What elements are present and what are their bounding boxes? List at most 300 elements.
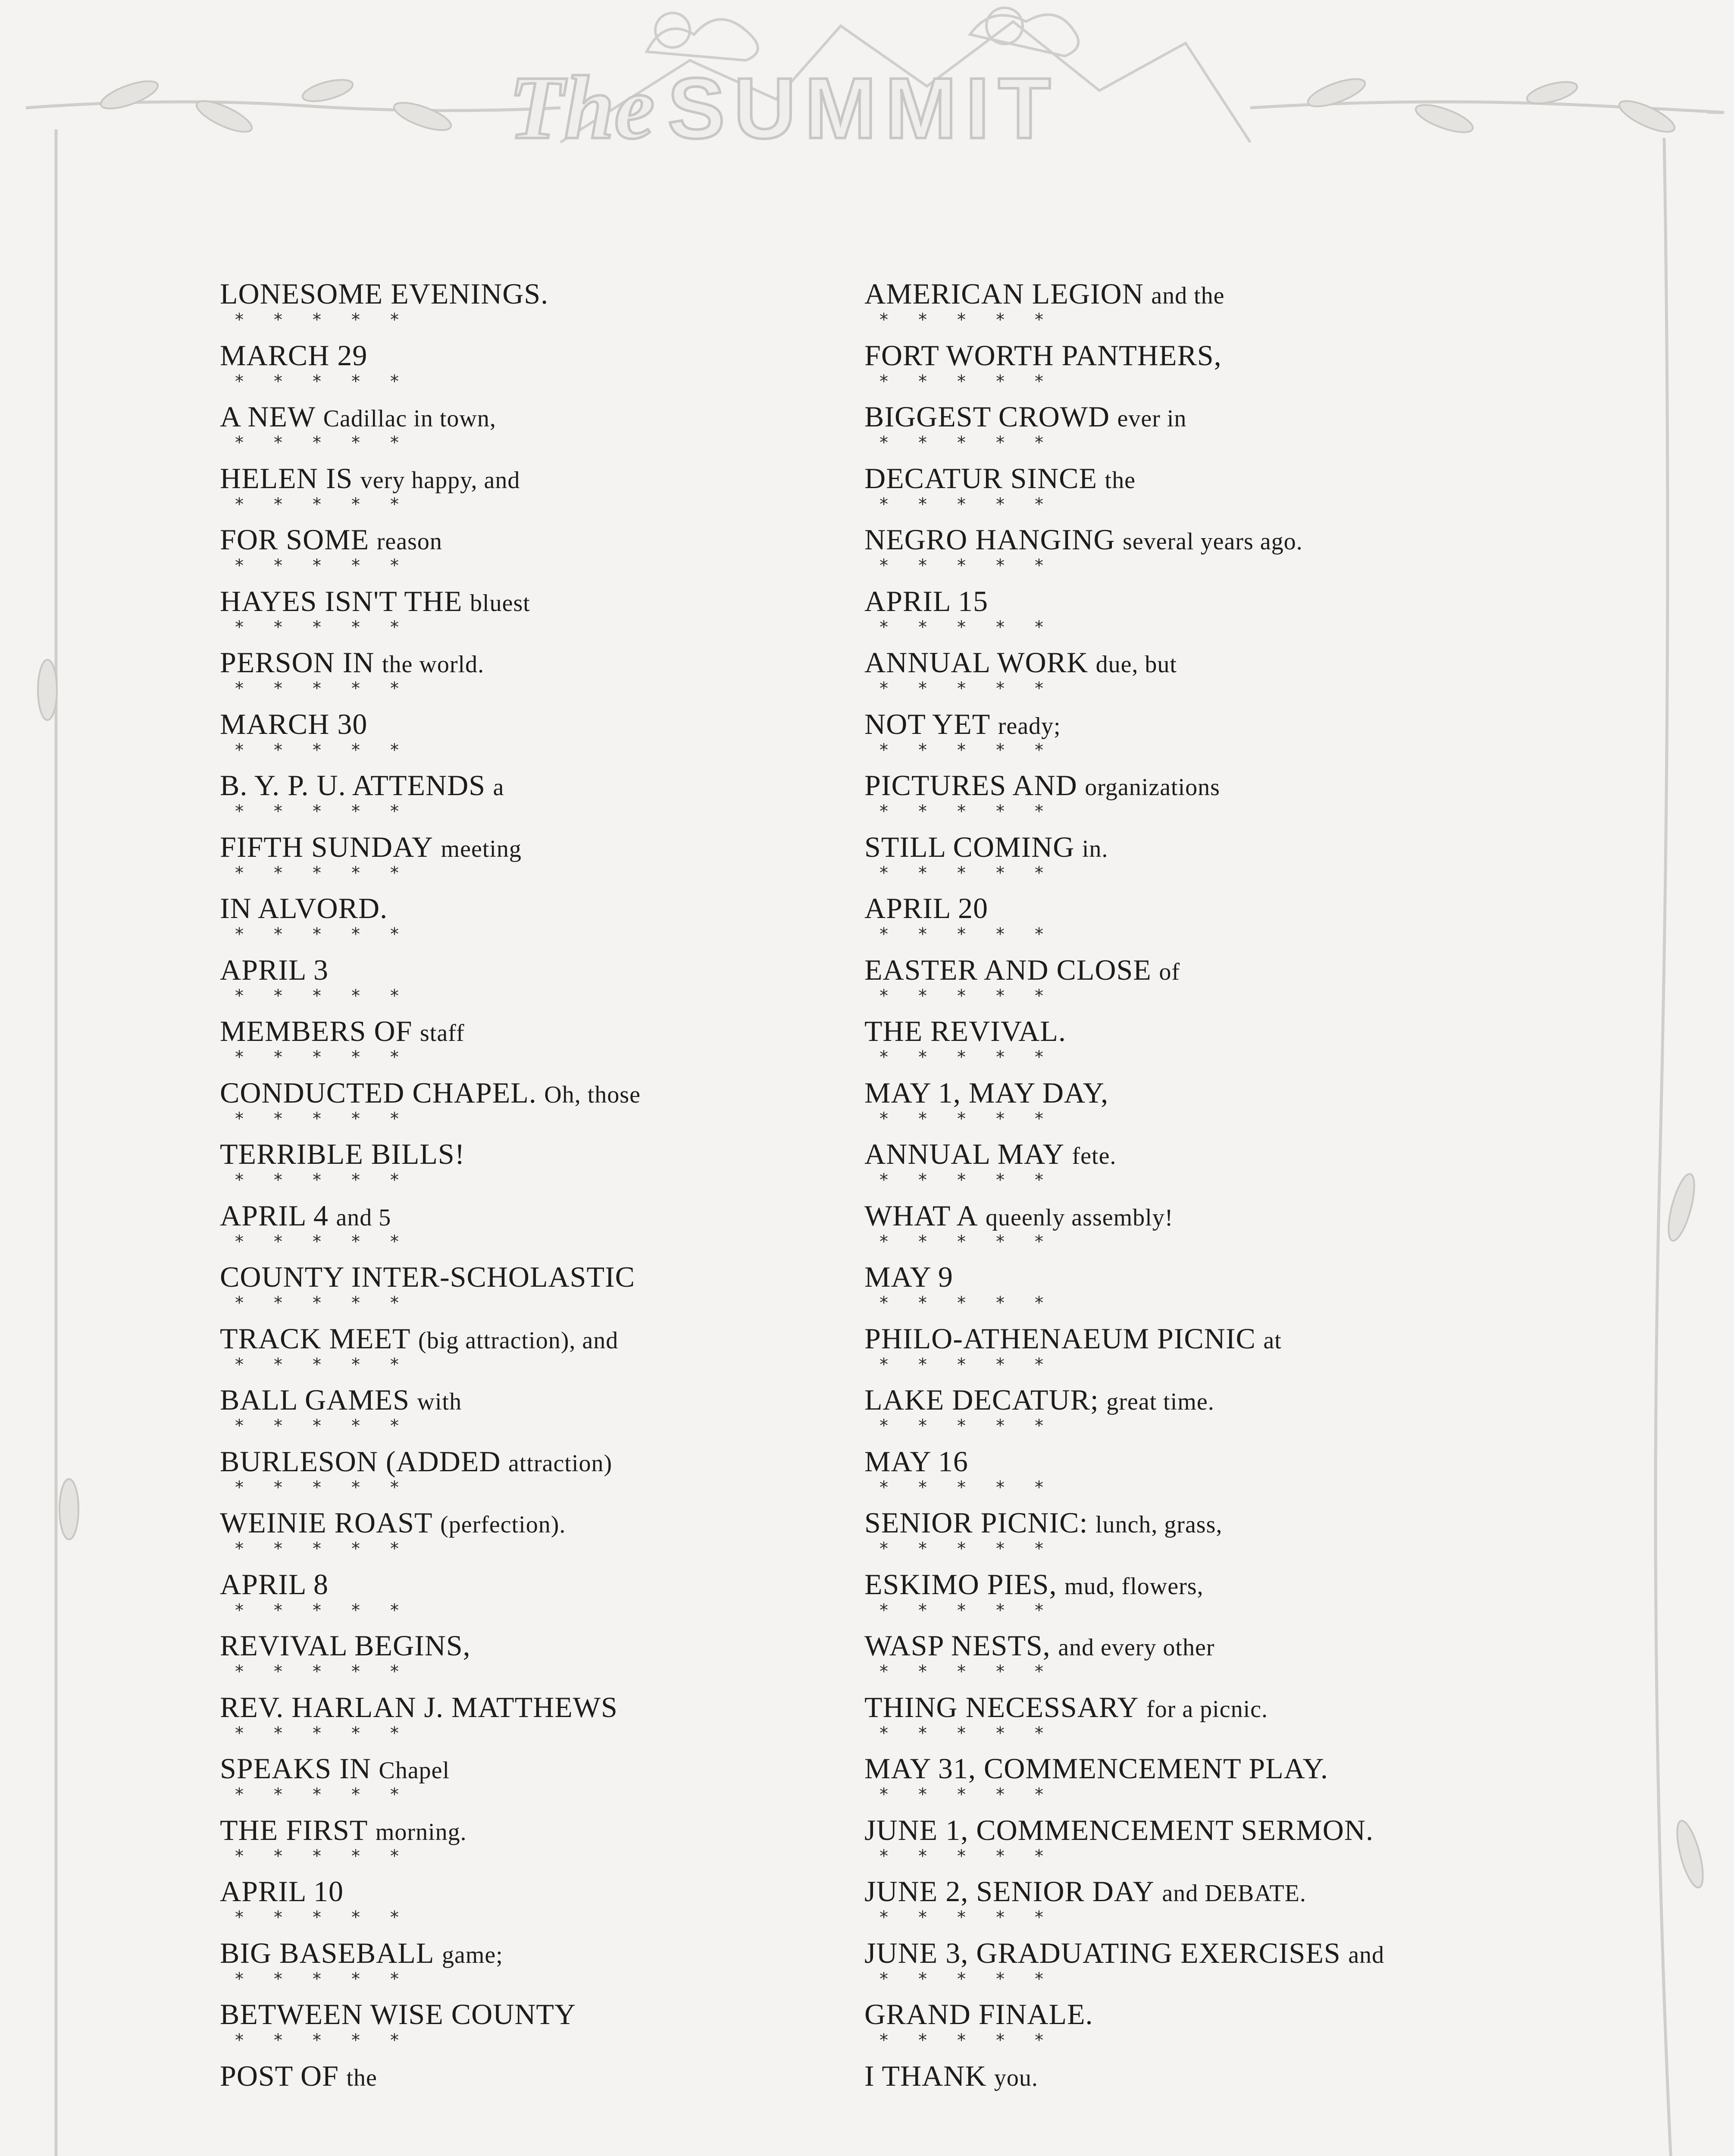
asterisk: *: [351, 802, 360, 821]
asterisk: *: [957, 1600, 966, 1620]
asterisk: *: [957, 433, 966, 453]
entry-caps-text: IN ALVORD.: [220, 892, 388, 924]
header-title: [509, 56, 1328, 185]
asterisk: *: [1035, 2031, 1043, 2050]
entry-caps-text: MAY 9: [864, 1260, 953, 1293]
calendar-entry: [864, 522, 1384, 583]
entry-caps-text: MARCH 29: [220, 338, 368, 372]
calendar-entry: [864, 1874, 1384, 1935]
calendar-entry: [864, 890, 1384, 952]
asterisk: *: [957, 1109, 966, 1129]
asterisk: *: [880, 740, 888, 760]
entry-caps-text: SPEAKS IN: [220, 1752, 371, 1785]
entry-lowercase-text: in.: [1082, 835, 1108, 862]
asterisk: *: [274, 2031, 282, 2050]
entry-lowercase-text: at: [1263, 1327, 1282, 1354]
entry-caps-text: REVIVAL BEGINS,: [220, 1629, 471, 1662]
calendar-entry: [864, 952, 1384, 1014]
calendar-entry: [220, 522, 641, 583]
asterisk: *: [351, 2031, 360, 2050]
asterisk: *: [918, 924, 927, 944]
asterisk: *: [880, 802, 888, 821]
asterisk: *: [918, 740, 927, 760]
header-title-prefix: The: [509, 58, 655, 158]
asterisk: *: [918, 986, 927, 1006]
entry-text: [864, 1259, 1384, 1295]
header-title-main: SUMMIT: [667, 60, 1060, 157]
asterisk: *: [918, 1785, 927, 1805]
asterisk: *: [996, 1170, 1005, 1190]
calendar-entry: [220, 461, 641, 522]
entry-caps-text: THE REVIVAL.: [864, 1015, 1066, 1047]
entry-lowercase-text: ready;: [998, 712, 1061, 740]
entry-caps-text: REV. HARLAN J. MATTHEWS: [220, 1690, 618, 1724]
entry-text: [864, 522, 1384, 559]
entry-caps-text: PHILO-ATHENAEUM PICNIC: [864, 1322, 1256, 1355]
entry-caps-text: BIG BASEBALL: [220, 1936, 435, 1969]
entry-lowercase-text: queenly assembly!: [986, 1204, 1174, 1231]
calendar-entry: [864, 2058, 1384, 2120]
asterisk: *: [918, 1416, 927, 1436]
calendar-entry: [864, 768, 1384, 829]
entry-caps-text: MARCH 30: [220, 707, 368, 740]
calendar-entry: [220, 1689, 641, 1751]
asterisk: *: [996, 863, 1005, 883]
calendar-entry: [220, 952, 641, 1014]
asterisk: *: [880, 617, 888, 637]
asterisk: *: [880, 1723, 888, 1743]
asterisk-separator: [220, 1109, 427, 1128]
asterisk: *: [351, 1109, 360, 1129]
asterisk-separator: [864, 741, 1071, 760]
entry-text: [864, 1075, 1384, 1111]
asterisk: *: [274, 1969, 282, 1989]
asterisk-separator: [220, 372, 427, 391]
entry-lowercase-text: and: [1348, 1941, 1385, 1968]
asterisk: *: [235, 1785, 244, 1805]
asterisk: *: [351, 1662, 360, 1682]
asterisk: *: [880, 986, 888, 1006]
calendar-entry: [220, 1935, 641, 1997]
calendar-entry: [864, 1259, 1384, 1321]
asterisk: *: [351, 1354, 360, 1375]
asterisk: *: [996, 556, 1005, 576]
asterisk: *: [880, 1354, 888, 1375]
asterisk: *: [957, 1354, 966, 1375]
calendar-entry: [864, 1321, 1384, 1382]
calendar-entry: [864, 1751, 1384, 1812]
entry-text: [864, 1689, 1384, 1727]
asterisk-separator: [864, 1171, 1071, 1190]
entry-text: [220, 1935, 641, 1973]
asterisk: *: [1035, 433, 1043, 453]
entry-caps-text: JUNE 3, GRADUATING EXERCISES: [864, 1936, 1341, 1969]
asterisk: *: [880, 1969, 888, 1989]
asterisk: *: [390, 679, 399, 699]
asterisk: *: [390, 1416, 399, 1436]
calendar-entry: [220, 1996, 641, 2058]
asterisk-separator: [864, 1109, 1071, 1128]
asterisk: *: [313, 494, 321, 514]
entry-caps-text: APRIL 15: [864, 584, 988, 617]
asterisk: *: [880, 863, 888, 883]
asterisk: *: [996, 1785, 1005, 1805]
asterisk: *: [957, 1047, 966, 1067]
asterisk: *: [390, 1969, 399, 1989]
asterisk: *: [390, 1662, 399, 1682]
asterisk: *: [1035, 310, 1043, 330]
asterisk: *: [235, 1969, 244, 1989]
asterisk: *: [880, 371, 888, 392]
asterisk: *: [313, 1785, 321, 1805]
asterisk-separator: [864, 372, 1071, 391]
entry-caps-text: PICTURES AND: [864, 769, 1077, 802]
calendar-entry: [220, 1136, 641, 1198]
asterisk: *: [957, 1539, 966, 1559]
asterisk: *: [235, 1416, 244, 1436]
calendar-entry: [864, 1812, 1384, 1874]
asterisk: *: [390, 433, 399, 453]
entry-caps-text: MAY 31, COMMENCEMENT PLAY.: [864, 1752, 1328, 1785]
entry-caps-text: APRIL 3: [220, 953, 329, 986]
asterisk: *: [880, 1047, 888, 1067]
asterisk: *: [957, 617, 966, 637]
asterisk-separator: [864, 1785, 1071, 1804]
calendar-entry: [220, 583, 641, 645]
asterisk: *: [235, 1539, 244, 1559]
entry-caps-text: APRIL 4: [220, 1199, 329, 1232]
entry-lowercase-text: attraction): [508, 1450, 613, 1477]
asterisk: *: [390, 1354, 399, 1375]
asterisk: *: [274, 1539, 282, 1559]
entry-text: [864, 338, 1384, 374]
asterisk: *: [996, 1600, 1005, 1620]
asterisk-separator: [220, 1539, 427, 1558]
asterisk: *: [996, 433, 1005, 453]
asterisk: *: [996, 2031, 1005, 2050]
asterisk: *: [390, 1047, 399, 1067]
asterisk-separator: [220, 1847, 427, 1866]
asterisk: *: [918, 1662, 927, 1682]
asterisk: *: [235, 924, 244, 944]
entry-lowercase-text: of: [1159, 958, 1180, 985]
asterisk: *: [274, 494, 282, 514]
entry-caps-text: B. Y. P. U. ATTENDS: [220, 769, 486, 802]
asterisk-separator: [864, 1724, 1071, 1743]
entry-lowercase-text: the world.: [382, 651, 485, 678]
calendar-entry: [864, 338, 1384, 399]
asterisk: *: [390, 1170, 399, 1190]
entry-text: [864, 583, 1384, 620]
asterisk: *: [390, 1600, 399, 1620]
asterisk: *: [351, 986, 360, 1006]
asterisk-separator: [864, 1048, 1071, 1067]
calendar-entry: [220, 399, 641, 461]
asterisk: *: [880, 1662, 888, 1682]
asterisk: *: [918, 310, 927, 330]
asterisk-separator: [220, 987, 427, 1006]
asterisk: *: [390, 1477, 399, 1498]
asterisk: *: [918, 1539, 927, 1559]
asterisk-separator: [864, 1662, 1071, 1681]
calendar-entry: [864, 399, 1384, 461]
calendar-entry: [220, 276, 641, 338]
entry-caps-text: GRAND FINALE.: [864, 1998, 1093, 2031]
asterisk: *: [957, 1662, 966, 1682]
entry-caps-text: HAYES ISN'T THE: [220, 584, 463, 617]
asterisk: *: [996, 802, 1005, 821]
entry-text: [220, 583, 641, 621]
asterisk: *: [996, 1539, 1005, 1559]
asterisk: *: [313, 1600, 321, 1620]
asterisk: *: [235, 494, 244, 514]
asterisk: *: [351, 1416, 360, 1436]
entry-caps-text: APRIL 20: [864, 892, 988, 924]
asterisk: *: [235, 1232, 244, 1252]
calendar-entry: [220, 1505, 641, 1567]
asterisk: *: [235, 802, 244, 821]
entry-text: [864, 276, 1384, 313]
entry-caps-text: BIGGEST CROWD: [864, 400, 1110, 433]
entry-caps-text: TRACK MEET: [220, 1322, 411, 1355]
asterisk: *: [235, 1170, 244, 1190]
calendar-entry: [220, 1259, 641, 1321]
calendar-entry: [864, 1505, 1384, 1567]
asterisk: *: [274, 1293, 282, 1313]
asterisk: *: [351, 1232, 360, 1252]
calendar-entry: [864, 1075, 1384, 1137]
asterisk: *: [351, 679, 360, 699]
asterisk: *: [390, 371, 399, 392]
asterisk: *: [957, 494, 966, 514]
asterisk: *: [313, 1846, 321, 1866]
entry-caps-text: A NEW: [220, 400, 316, 433]
calendar-entry: [220, 2058, 641, 2120]
entry-caps-text: BURLESON (ADDED: [220, 1445, 501, 1478]
entry-lowercase-text: the: [1105, 467, 1136, 494]
asterisk: *: [313, 433, 321, 453]
entry-lowercase-text: (big attraction), and: [418, 1327, 619, 1354]
asterisk: *: [957, 1969, 966, 1989]
entry-text: [864, 706, 1384, 744]
asterisk-separator: [220, 679, 427, 698]
entry-lowercase-text: mud, flowers,: [1064, 1573, 1204, 1600]
calendar-entry: [220, 1628, 641, 1689]
asterisk-separator: [864, 1478, 1071, 1497]
asterisk: *: [918, 1969, 927, 1989]
asterisk: *: [274, 1354, 282, 1375]
asterisk: *: [918, 1047, 927, 1067]
entry-text: [220, 706, 641, 743]
calendar-entry: [220, 1382, 641, 1444]
calendar-entry: [864, 706, 1384, 768]
asterisk: *: [274, 1170, 282, 1190]
asterisk: *: [957, 924, 966, 944]
asterisk: *: [235, 2031, 244, 2050]
asterisk-separator: [220, 433, 427, 452]
asterisk: *: [957, 1785, 966, 1805]
entry-text: [864, 1321, 1384, 1358]
entry-caps-text: WEINIE ROAST: [220, 1506, 433, 1539]
calendar-entry: [220, 829, 641, 891]
asterisk: *: [957, 679, 966, 699]
entry-text: [220, 1444, 641, 1481]
entry-lowercase-text: morning.: [375, 1818, 467, 1846]
asterisk: *: [880, 1232, 888, 1252]
entry-text: [864, 1013, 1384, 1050]
asterisk: *: [1035, 986, 1043, 1006]
calendar-entry: [220, 645, 641, 706]
asterisk: *: [313, 740, 321, 760]
entry-text: [220, 768, 641, 805]
asterisk: *: [918, 617, 927, 637]
asterisk-separator: [864, 1970, 1071, 1989]
asterisk: *: [1035, 1293, 1043, 1313]
entry-text: [220, 1505, 641, 1542]
entry-lowercase-text: lunch, grass,: [1095, 1511, 1223, 1538]
asterisk: *: [1035, 1477, 1043, 1498]
calendar-entry: [864, 1935, 1384, 1997]
entry-caps-text: FIFTH SUNDAY: [220, 830, 434, 863]
asterisk: *: [351, 1969, 360, 1989]
asterisk: *: [1035, 1170, 1043, 1190]
asterisk: *: [880, 556, 888, 576]
entry-caps-text: JUNE 1, COMMENCEMENT SERMON.: [864, 1813, 1374, 1846]
asterisk: *: [274, 1662, 282, 1682]
asterisk: *: [313, 863, 321, 883]
asterisk: *: [957, 1723, 966, 1743]
asterisk-separator: [220, 1785, 427, 1804]
entry-caps-text: AMERICAN LEGION: [864, 277, 1144, 310]
entry-text: [864, 1505, 1384, 1542]
entry-caps-text: EASTER AND CLOSE: [864, 953, 1152, 986]
asterisk-separator: [220, 1908, 427, 1927]
entry-lowercase-text: you.: [994, 2064, 1038, 2091]
asterisk: *: [235, 617, 244, 637]
asterisk-separator: [864, 556, 1071, 575]
entry-caps-text: JUNE 2, SENIOR DAY: [864, 1875, 1155, 1908]
entry-caps-text: CONDUCTED CHAPEL.: [220, 1076, 537, 1109]
asterisk: *: [996, 1662, 1005, 1682]
asterisk: *: [274, 433, 282, 453]
entry-lowercase-text: organizations: [1085, 774, 1220, 801]
asterisk: *: [313, 310, 321, 330]
asterisk: *: [351, 617, 360, 637]
asterisk: *: [390, 1785, 399, 1805]
asterisk: *: [880, 679, 888, 699]
entry-text: [864, 2058, 1384, 2096]
calendar-entry: [864, 1567, 1384, 1628]
asterisk: *: [351, 433, 360, 453]
asterisk: *: [957, 1170, 966, 1190]
asterisk-separator: [220, 1724, 427, 1743]
asterisk: *: [274, 371, 282, 392]
asterisk: *: [313, 556, 321, 576]
entry-text: [220, 1628, 641, 1664]
entry-text: [220, 1874, 641, 1910]
entry-lowercase-text: ever in: [1117, 405, 1187, 432]
asterisk: *: [274, 310, 282, 330]
asterisk: *: [351, 1047, 360, 1067]
asterisk: *: [351, 1477, 360, 1498]
asterisk: *: [957, 740, 966, 760]
asterisk-separator: [864, 1601, 1071, 1620]
asterisk: *: [274, 740, 282, 760]
asterisk-separator: [220, 741, 427, 760]
entry-text: [864, 1567, 1384, 1604]
asterisk: *: [235, 1908, 244, 1927]
asterisk: *: [918, 1109, 927, 1129]
asterisk: *: [313, 1416, 321, 1436]
entry-text: [220, 1136, 641, 1172]
entry-caps-text: SENIOR PICNIC:: [864, 1506, 1088, 1539]
entry-caps-text: WHAT A: [864, 1199, 978, 1232]
entry-caps-text: MEMBERS OF: [220, 1015, 413, 1047]
asterisk: *: [235, 986, 244, 1006]
entry-text: [864, 768, 1384, 805]
asterisk: *: [235, 1600, 244, 1620]
asterisk-separator: [864, 925, 1071, 944]
asterisk: *: [996, 1293, 1005, 1313]
asterisk: *: [918, 1846, 927, 1866]
calendar-entry: [864, 276, 1384, 338]
entry-caps-text: FOR SOME: [220, 523, 369, 556]
calendar-entry: [864, 1996, 1384, 2058]
asterisk: *: [313, 371, 321, 392]
asterisk: *: [996, 1846, 1005, 1866]
entry-caps-text: LONESOME EVENINGS.: [220, 277, 549, 310]
asterisk: *: [313, 1293, 321, 1313]
asterisk: *: [918, 1908, 927, 1927]
entry-text: [864, 461, 1384, 498]
calendar-entry: [864, 1689, 1384, 1751]
asterisk: *: [390, 1846, 399, 1866]
entry-lowercase-text: (perfection).: [440, 1511, 566, 1538]
asterisk-separator: [220, 1294, 427, 1313]
asterisk: *: [996, 1969, 1005, 1989]
asterisk: *: [235, 1354, 244, 1375]
asterisk: *: [351, 1723, 360, 1743]
asterisk: *: [918, 1354, 927, 1375]
asterisk: *: [274, 802, 282, 821]
asterisk: *: [313, 1047, 321, 1067]
asterisk: *: [880, 1170, 888, 1190]
asterisk: *: [1035, 1908, 1043, 1927]
asterisk: *: [918, 679, 927, 699]
asterisk: *: [1035, 1232, 1043, 1252]
entry-text: [220, 461, 641, 498]
asterisk: *: [1035, 617, 1043, 637]
entry-text: [864, 1751, 1384, 1787]
entry-lowercase-text: staff: [419, 1020, 465, 1047]
asterisk-separator: [220, 1601, 427, 1620]
calendar-entry: [864, 1198, 1384, 1260]
asterisk: *: [1035, 1600, 1043, 1620]
asterisk: *: [996, 310, 1005, 330]
asterisk: *: [1035, 1969, 1043, 1989]
asterisk: *: [274, 1232, 282, 1252]
calendar-entry: [220, 1812, 641, 1874]
asterisk: *: [880, 1477, 888, 1498]
entry-caps-text: ESKIMO PIES,: [864, 1567, 1057, 1601]
asterisk: *: [918, 1170, 927, 1190]
asterisk: *: [996, 1232, 1005, 1252]
asterisk: *: [313, 802, 321, 821]
entry-caps-text: ANNUAL MAY: [864, 1138, 1064, 1170]
entry-lowercase-text: due, but: [1095, 651, 1177, 678]
asterisk-separator: [864, 1294, 1071, 1313]
right-column: [864, 276, 1384, 2119]
